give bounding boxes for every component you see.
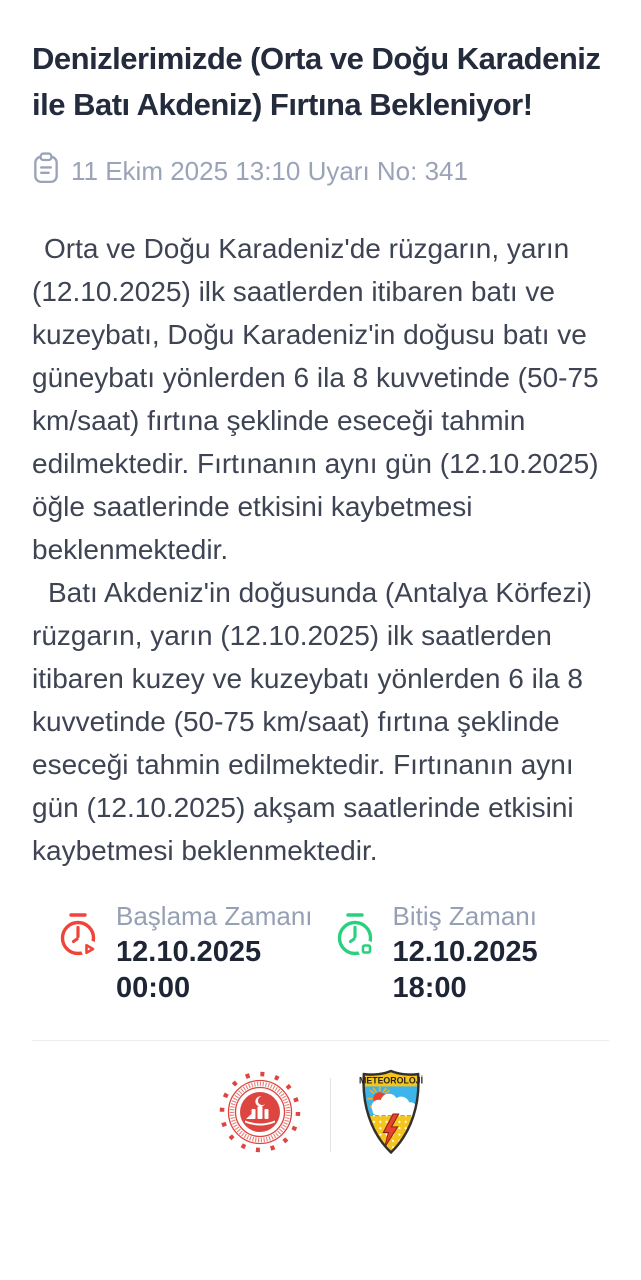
stopwatch-stop-icon — [333, 910, 379, 965]
meteorology-shield-logo — [359, 1069, 423, 1160]
warning-paragraph: Orta ve Doğu Karadeniz'de rüzgarın, yarın (12.10.2025) ilk saatlerden itibaren batı ve kuzeybatı, Doğu Karadeniz'in doğusu batı ve güneybatı yönlerden 6 ila 8 kuvvetinde (50-75 km/saat) fırtına şeklinde eseceği tahmin edilmektedir. Fırtınanın aynı gün (12.10.2025) öğle saatlerinde etkisini kaybetmesi beklenmektedir. — [32, 233, 599, 565]
logo-separator — [330, 1078, 332, 1152]
stopwatch-play-icon — [56, 910, 102, 965]
end-time-label: Bitiş Zamanı — [392, 901, 537, 931]
start-time-block — [56, 900, 333, 1006]
start-time-value: 12.10.2025 00:00 — [116, 936, 262, 1004]
time-section — [32, 900, 609, 1006]
warning-meta — [32, 152, 609, 191]
ministry-seal-logo — [218, 1070, 302, 1159]
warning-paragraph: Batı Akdeniz'in doğusunda (Antalya Körfezi) rüzgarın, yarın (12.10.2025) ilk saatlerden itibaren kuzey ve kuzeybatı yönlerden 6 ila 8 kuvvetinde (50-75 km/saat) fırtına şeklinde eseceği tahmin edilmektedir. Fırtınanın aynı gün (12.10.2025) akşam saatlerinde etkisini kaybetmesi beklenmektedir. — [32, 577, 592, 866]
clipboard-icon — [32, 152, 60, 191]
warning-body — [32, 227, 609, 872]
end-time-value: 12.10.2025 18:00 — [392, 936, 538, 1004]
footer-logos — [32, 1069, 609, 1160]
end-time-block — [333, 900, 610, 1006]
page-title: Denizlerimizde (Orta ve Doğu Karadeniz ile Batı Akdeniz) Fırtına Bekleniyor! — [32, 41, 601, 122]
start-time-label: Başlama Zamanı — [116, 901, 313, 931]
warning-date-number: 11 Ekim 2025 13:10 Uyarı No: 341 — [71, 156, 468, 186]
footer-divider-line — [32, 1040, 609, 1041]
meteorology-logo-text: METEOROLOJİ — [359, 1075, 424, 1086]
